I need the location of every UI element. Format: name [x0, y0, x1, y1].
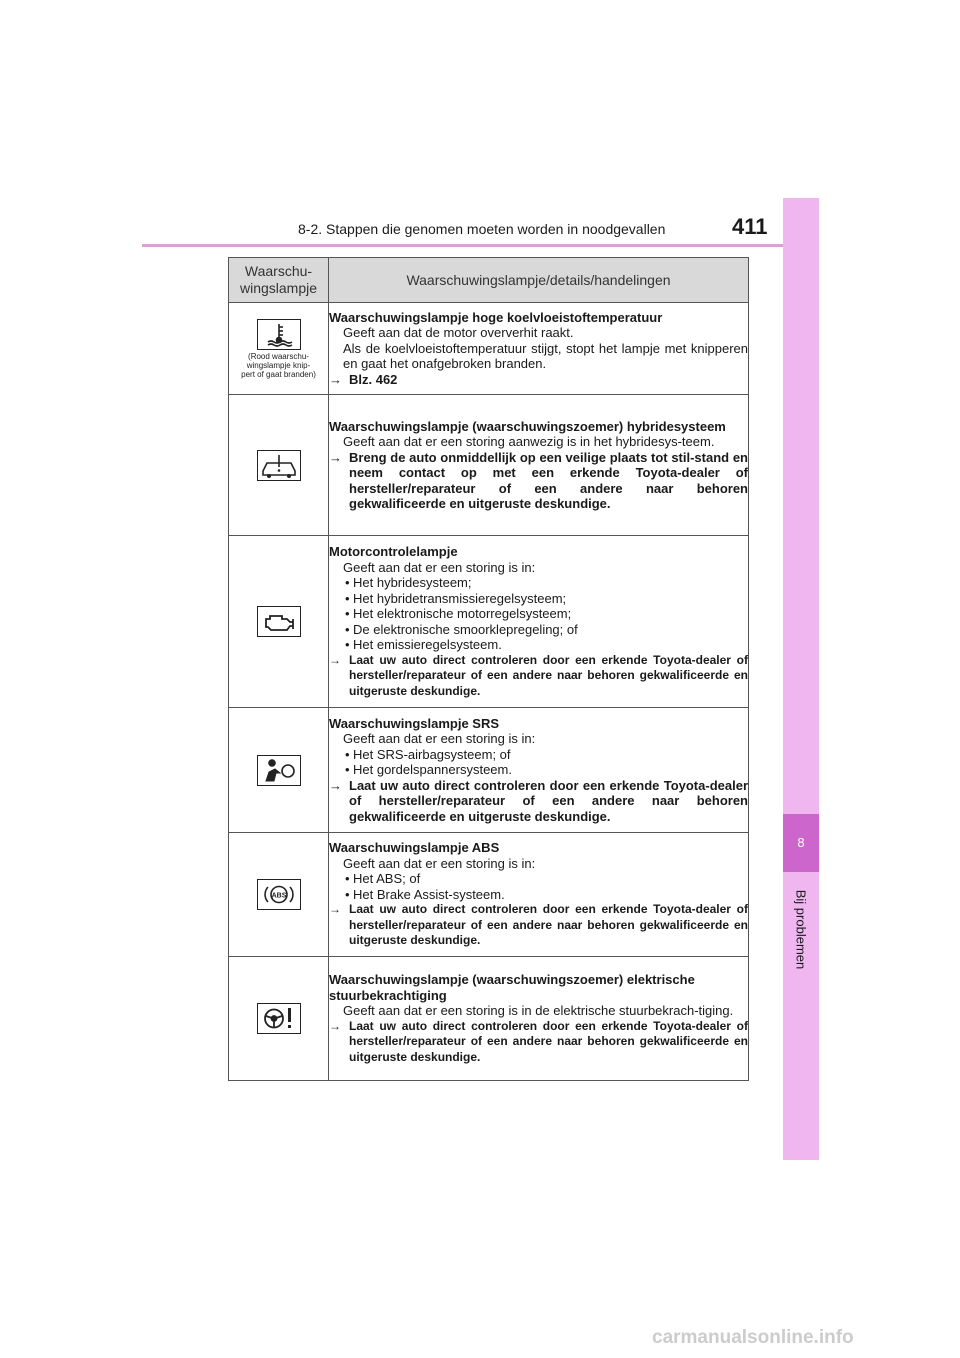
- lamp-title: Waarschuwingslampje ABS: [329, 840, 500, 856]
- list-item: • Het SRS-airbagsysteem; of: [329, 747, 748, 763]
- table-header-row: [229, 258, 749, 303]
- list-item: • De elektronische smoorklepregeling; of: [329, 622, 748, 638]
- col-header-details: Waarschuwingslampje/details/handelingen: [329, 258, 749, 303]
- chapter-side-tab: [783, 198, 819, 1160]
- action-reference: → Blz. 462: [329, 371, 398, 387]
- lamp-title: Motorcontrolelampje: [329, 544, 458, 559]
- table-row: [229, 536, 749, 708]
- list-item: • Het hybridetransmissieregelsysteem;: [329, 591, 748, 607]
- chapter-number: 8: [783, 814, 819, 872]
- lamp-description: Geeft aan dat er een storing is in:: [343, 559, 536, 575]
- svg-text:ABS: ABS: [271, 892, 286, 900]
- lamp-title: Waarschuwingslampje hoge koelvloeistoftemperatuur: [329, 309, 663, 325]
- hybrid-system-warning-icon: [257, 450, 301, 481]
- action-text: → Laat uw auto direct controleren door een erkende Toyota-dealer of hersteller/reparateur of een andere naar behoren gekwalificeerde en uitgeruste deskundige.: [329, 777, 748, 824]
- action-text: → Laat uw auto direct controleren door een erkende Toyota-dealer of hersteller/reparateur of een andere naar behoren gekwalificeerde en uitgeruste deskundige.: [329, 1018, 748, 1064]
- engine-icon: [257, 606, 301, 637]
- lamp-title: Waarschuwingslampje (waarschuwingszoemer) elektrische stuurbekrachtiging: [329, 972, 695, 1003]
- lamp-description: Geeft aan dat de motor oververhit raakt. Als de koelvloeistoftemperatuur stijgt, stopt het lampje met knipperen en gaat het onafgebroken branden.: [343, 325, 748, 372]
- list-item: • Het gordelspannersysteem.: [329, 762, 748, 778]
- section-title: 8-2. Stappen die genomen moeten worden in noodgevallen: [298, 221, 666, 237]
- lamp-description: Geeft aan dat er een storing is in de elektrische stuurbekrach-tiging.: [343, 1003, 734, 1018]
- warning-lights-table: [228, 257, 749, 1081]
- srs-airbag-icon: [257, 755, 301, 786]
- list-item: • Het elektronische motorregelsysteem;: [329, 606, 748, 622]
- action-text: → Breng de auto onmiddellijk op een veilige plaats tot stil-stand en neem contact op met een erkende Toyota-dealer of hersteller/reparateur of een andere naar behoren gekwalificeerde en uitgeruste deskundige.: [329, 449, 748, 511]
- table-row: [229, 303, 749, 395]
- action-text: → Laat uw auto direct controleren door een erkende Toyota-dealer of hersteller/reparateur of een andere naar behoren gekwalificeerde en uitgeruste deskundige.: [329, 902, 748, 948]
- lamp-description: Geeft aan dat er een storing aanwezig is in het hybridesys-teem.: [343, 434, 715, 449]
- power-steering-warning-icon: [257, 1003, 301, 1034]
- lamp-description: Geeft aan dat er een storing is in:: [343, 855, 536, 871]
- footer-watermark: carmanualsonline.info: [652, 1327, 854, 1348]
- header-divider: [142, 244, 819, 247]
- list-item: • Het ABS; of: [329, 871, 748, 887]
- action-text: → Laat uw auto direct controleren door een erkende Toyota-dealer of hersteller/reparateur of een andere naar behoren gekwalificeerde en uitgeruste deskundige.: [329, 652, 748, 698]
- chapter-label: Bij problemen: [793, 889, 809, 970]
- table-row: [229, 957, 749, 1081]
- coolant-temperature-icon: [257, 319, 301, 350]
- table-row: [229, 395, 749, 536]
- lamp-description: Geeft aan dat er een storing is in:: [343, 731, 536, 747]
- abs-icon: [257, 879, 301, 910]
- list-item: • Het hybridesysteem;: [329, 575, 748, 591]
- lamp-title: Waarschuwingslampje (waarschuwingszoemer) hybridesysteem: [329, 418, 726, 434]
- col-header-lamp: Waarschu- wingslampje: [229, 258, 329, 303]
- list-item: • Het emissieregelsysteem.: [329, 637, 748, 653]
- lamp-title: Waarschuwingslampje SRS: [329, 715, 500, 731]
- table-row: [229, 833, 749, 957]
- list-item: • Het Brake Assist-systeem.: [329, 887, 748, 903]
- table-row: [229, 708, 749, 833]
- icon-note: (Rood waarschu- wingslampje knip- pert of gaat branden): [241, 351, 316, 379]
- page-number: 411: [732, 214, 768, 239]
